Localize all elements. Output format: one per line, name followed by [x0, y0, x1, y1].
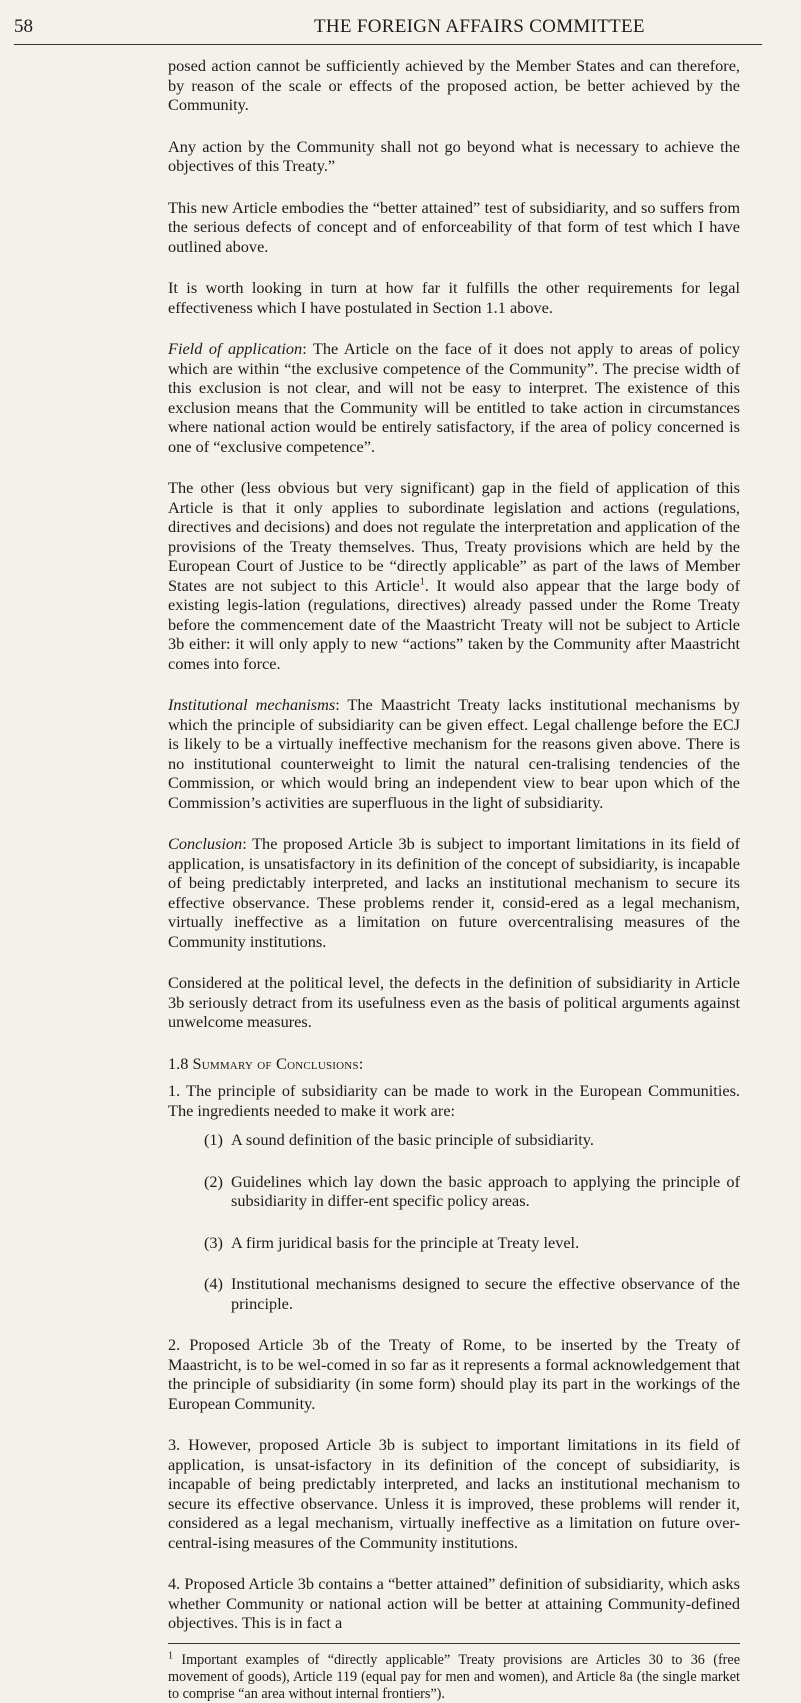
run-in-heading: Field of application: [168, 339, 303, 358]
summary-item-2: 2. Proposed Article 3b of the Treaty of Rome, to be inserted by the Treaty of Maastricht, is to be wel-comed in so far as it represents a formal acknowledgement that the principle of subsidiarity (in some form) should play its part in the workings of the European Community.: [168, 1335, 740, 1413]
summary-item-3: 3. However, proposed Article 3b is subject to important limitations in its field of application, is unsat-isfactory in its definition of the concept of subsidiarity, is incapable of being predictably interpreted, and lacks an institutional mechanism to secure its effective observance. Unless it is improved, these problems will render it, considered as a legal mechanism, virtually ineffective as a limitation on future over-central-ising measures of the Community institutions.: [168, 1435, 740, 1552]
run-in-heading: Conclusion: [168, 834, 243, 853]
page-body: [168, 56, 740, 1703]
paragraph: Any action by the Community shall not go beyond what is necessary to achieve the objectives of this Treaty.”: [168, 136, 740, 175]
section-heading: [168, 1054, 740, 1074]
paragraph: This new Article embodies the “better attained” test of subsidiarity, and so suffers from the serious defects of concept and of enforceability of that form of test which I have outlined above.: [168, 197, 740, 256]
summary-item-1: 1. The principle of subsidiarity can be made to work in the European Communities. The ingredients needed to make it work are:: [168, 1081, 740, 1120]
paragraph-text: The other (less obvious but very significant) gap in the field of application of this Article is that it only applies to subordinate legislation and actions (regulations, directives and decisions) and does not regulate the interpretation and application of the provisions of the Treaty themselves. Thus, Treaty provisions which are held by the European Court of Justice to be “directly applicable” as part of the laws of Member States are not subject to this Article: [168, 478, 740, 595]
list-item-text: A firm juridical basis for the principle at Treaty level.: [231, 1232, 580, 1252]
paragraph: posed action cannot be sufficiently achieved by the Member States and can therefore, by reason of the scale or effects of the proposed action, be better achieved by the Community.: [168, 56, 740, 114]
footnote-rule: [168, 1643, 740, 1644]
footnote-text: Important examples of “directly applicable” Treaty provisions are Articles 30 to 36 (free movement of goods), Article 119 (equal pay for men and women), and Article 8a (the single market to comprise “an area without internal frontiers”).: [168, 1651, 740, 1702]
list-item-number: (3): [204, 1232, 223, 1252]
list-item-number: (1): [204, 1130, 223, 1149]
section-title: Summary of Conclusions:: [192, 1053, 364, 1073]
list-item-number: (4): [204, 1274, 223, 1293]
paragraph-institutional-mechanisms: [168, 695, 740, 812]
ingredients-list: [204, 1130, 740, 1313]
paragraph-conclusion: [168, 834, 740, 951]
paragraph-text: : The Article on the face of it does not apply to areas of policy which are within “the exclusive competence of the Community”. The precise width of this exclusion is not clear, and will not be easy to interpret. The existence of this exclusion means that the Community will be entitled to take action in circumstances where national action would be entirely satisfactory, if the area of policy concerned is one of “exclusive competence”.: [168, 339, 741, 456]
paragraph-text: . It would also appear that the large body of existing legis-lation (regulations, directives) already passed under the Rome Treaty before the commencement date of the Maastricht Treaty will not be subject to Article 3b either: it will only apply to new “actions” taken by the Community after Maastricht comes into force.: [168, 575, 740, 673]
list-item-text: A sound definition of the basic principle of subsidiarity.: [231, 1130, 594, 1149]
running-title: THE FOREIGN AFFAIRS COMMITTEE: [314, 16, 645, 37]
list-item: [204, 1172, 740, 1211]
list-item: [204, 1130, 740, 1150]
run-in-heading: Institutional mechanisms: [168, 695, 336, 714]
list-item-number: (2): [204, 1171, 223, 1191]
footnote-reference: 1: [419, 576, 425, 588]
summary-item-4: 4. Proposed Article 3b contains a “better attained” definition of subsidiarity, which asks whether Community or national action will be better at attaining Community-defined objectives. This is in fact a: [168, 1574, 740, 1632]
footnote-marker: 1: [168, 1649, 173, 1661]
paragraph: [168, 478, 740, 673]
section-number: 1.8: [168, 1053, 189, 1073]
list-item-text: Guidelines which lay down the basic approach to applying the principle of subsidiarity in differ-ent specific policy areas.: [231, 1171, 740, 1210]
paragraph-field-of-application: [168, 339, 740, 456]
header-rule: [14, 44, 762, 45]
list-item: [204, 1274, 740, 1313]
paragraph-text: : The Maastricht Treaty lacks institutional mechanisms by which the principle of subsidiarity can be given effect. Legal challenge before the ECJ is likely to be a virtually ineffective mechanism for the reasons given above. There is no institutional counterweight to limit the natural cen-tralising tendencies of the Commission, or which would bring an independent view to bear upon which of the Commission’s activities are superfluous in the light of subsidiarity.: [168, 695, 740, 812]
paragraph: Considered at the political level, the defects in the definition of subsidiarity in Article 3b seriously detract from its usefulness even as the basis of political arguments against unwelcome measures.: [168, 973, 740, 1031]
list-item: [204, 1233, 740, 1253]
paragraph: It is worth looking in turn at how far it fulfills the other requirements for legal effectiveness which I have postulated in Section 1.1 above.: [168, 278, 740, 317]
list-item-text: Institutional mechanisms designed to secure the effective observance of the principle.: [231, 1274, 740, 1313]
footnote: [168, 1649, 740, 1703]
paragraph-text: : The proposed Article 3b is subject to important limitations in its field of application, is unsatisfactory in its definition of the concept of subsidiarity, is incapable of being predictably interpreted, and lacks an institutional mechanism to secure its effective observance. These problems render it, consid-ered as a legal mechanism, virtually ineffective as a limitation on future overcentralising measures of the Community institutions.: [168, 834, 740, 951]
page-number: 58: [14, 16, 33, 37]
